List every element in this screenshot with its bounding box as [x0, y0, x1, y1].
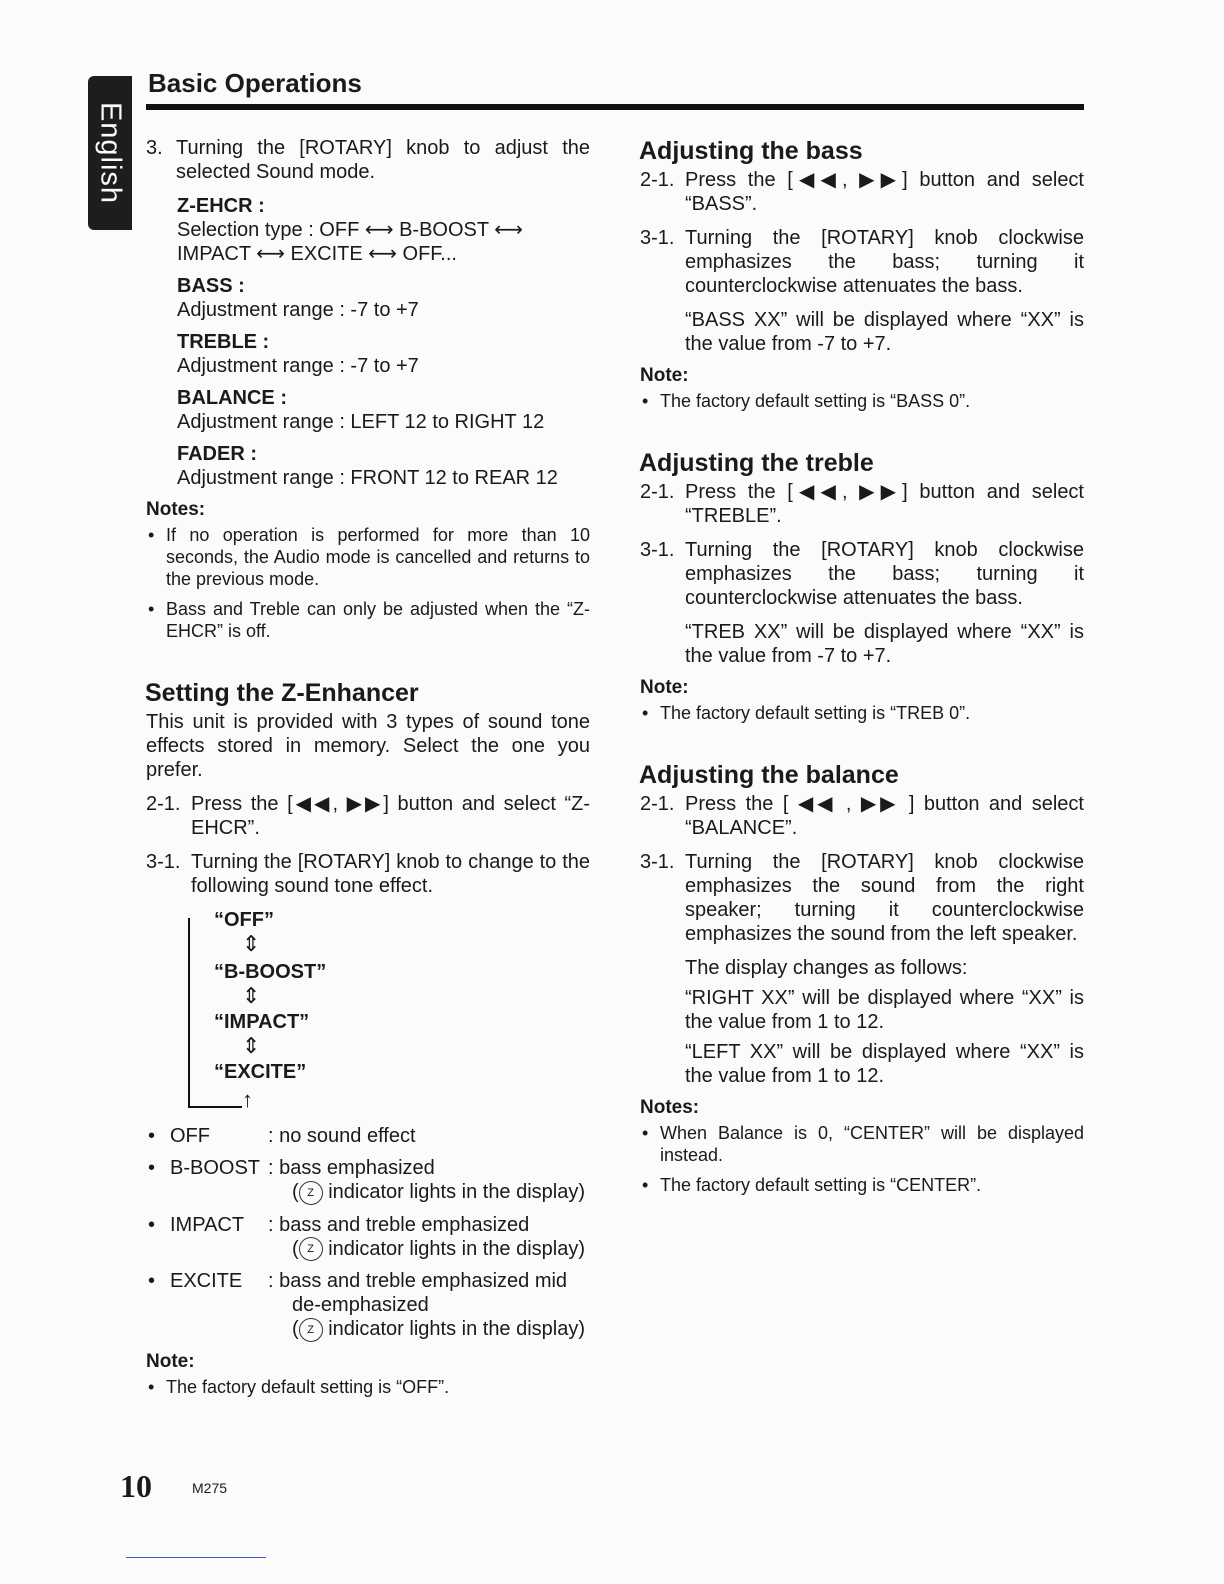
- bass-display-info: “BASS XX” will be displayed where “XX” is the value from -7 to +7.: [685, 309, 1084, 355]
- treble-display-info: “TREB XX” will be displayed where “XX” is the value from -7 to +7.: [685, 621, 1084, 667]
- step-number: 2-1.: [640, 169, 675, 191]
- note-heading: Note:: [640, 365, 689, 386]
- bass-step-1: [640, 168, 1084, 216]
- effect-key: B-BOOST: [170, 1157, 261, 1179]
- mode-range: Selection type : OFF ⟷ B-BOOST ⟷: [177, 219, 523, 241]
- bass-step-2: [640, 226, 1084, 298]
- effect-excite: • EXCITE : bass and treble emphasized mid de-emphasized ( Z indicator lights in the display): [146, 1269, 590, 1342]
- cycle-item: “OFF”: [214, 909, 274, 931]
- notes-heading: Notes:: [146, 499, 206, 520]
- zenhancer-title: Setting the Z-Enhancer: [145, 679, 419, 707]
- zenhancer-intro: This unit is provided with 3 types of sound tone effects stored in memory. Select the one you prefer.: [146, 711, 590, 781]
- effect-desc: : bass and treble emphasized: [268, 1213, 530, 1236]
- z-enhancer-indicator-icon: Z: [299, 1237, 323, 1261]
- step-text: Press the [◀◀, ▶▶] button and select “BASS”.: [685, 169, 1084, 215]
- note-item: • The factory default setting is “OFF”.: [146, 1376, 590, 1398]
- step-number: 3.: [146, 137, 163, 159]
- balance-step-2: [640, 850, 1084, 946]
- mode-range: Adjustment range : -7 to +7: [177, 355, 419, 377]
- effect-desc: : bass emphasized: [268, 1157, 435, 1179]
- page-number: 10: [120, 1468, 152, 1504]
- effect-desc: : no sound effect: [268, 1125, 416, 1147]
- mode-range-cont: IMPACT ⟷ EXCITE ⟷ OFF...: [177, 243, 457, 265]
- mode-list: [146, 194, 590, 490]
- effect-bboost: • B-BOOST : bass emphasized ( Z indicator lights in the display): [146, 1156, 590, 1205]
- effect-impact: • IMPACT : bass and treble emphasized ( Z indicator lights in the display): [146, 1213, 590, 1262]
- indicator-text: indicator lights in the display): [328, 1237, 586, 1260]
- step-text: Press the [◀◀, ▶▶] button and select “TREBLE”.: [685, 481, 1084, 527]
- mode-range: Adjustment range : -7 to +7: [177, 299, 419, 321]
- step-number: 2-1.: [146, 793, 181, 815]
- effect-off: [146, 1124, 590, 1148]
- note-item: • Bass and Treble can only be adjusted when the “Z-EHCR” is off.: [146, 598, 590, 642]
- step-text: Press the [ ◀◀ , ▶▶ ] button and select “BALANCE”.: [685, 793, 1084, 839]
- treble-step-2: [640, 538, 1084, 610]
- zenhancer-step-1: [146, 792, 590, 840]
- mode-item: [177, 386, 590, 434]
- bottom-rule: [126, 1557, 266, 1558]
- note-item: • The factory default setting is “TREB 0”.: [640, 702, 1084, 724]
- step-number: 3-1.: [640, 227, 675, 249]
- treble-title: Adjusting the treble: [639, 449, 874, 477]
- step-text: Turning the [ROTARY] knob to adjust the selected Sound mode.: [176, 137, 590, 183]
- note-heading: Note:: [640, 677, 689, 698]
- mode-item: [177, 274, 590, 322]
- step-text: Turning the [ROTARY] knob to change to the following sound tone effect.: [191, 851, 590, 897]
- effect-desc-cont: de-emphasized: [292, 1294, 429, 1317]
- balance-step-1: [640, 792, 1084, 840]
- step-3: [146, 136, 590, 184]
- indicator-text: indicator lights in the display): [328, 1181, 586, 1203]
- effect-key: EXCITE: [170, 1270, 243, 1293]
- up-arrow-icon: ↑: [242, 1087, 253, 1112]
- step-number: 3-1.: [640, 851, 675, 873]
- mode-range: Adjustment range : LEFT 12 to RIGHT 12: [177, 411, 545, 433]
- up-down-arrow-icon: ⇕: [242, 931, 261, 956]
- up-down-arrow-icon: ⇕: [242, 983, 261, 1008]
- balance-changes-text: The display changes as follows:: [685, 957, 968, 979]
- cycle-item: “EXCITE”: [214, 1061, 307, 1083]
- balance-title: Adjusting the balance: [639, 761, 899, 789]
- up-down-arrow-icon: ⇕: [242, 1033, 261, 1058]
- mode-range: Adjustment range : FRONT 12 to REAR 12: [177, 467, 558, 489]
- effect-key: IMPACT: [170, 1213, 245, 1236]
- effect-desc: : bass and treble emphasized mid: [268, 1270, 568, 1293]
- note-item: • The factory default setting is “BASS 0”.: [640, 390, 1084, 412]
- mode-item: [177, 442, 590, 490]
- mode-label: TREBLE :: [177, 331, 270, 353]
- effect-key: OFF: [170, 1125, 210, 1147]
- bass-title: Adjusting the bass: [639, 137, 863, 165]
- zenhancer-step-2: [146, 850, 590, 898]
- cycle-item: “B-BOOST”: [214, 961, 327, 983]
- note-heading: Note:: [146, 1351, 195, 1373]
- mode-item: [177, 330, 590, 378]
- step-number: 2-1.: [640, 481, 675, 503]
- step-text: Turning the [ROTARY] knob clockwise emphasizes the sound from the right speaker; turning it counterclockwise emphasizes the sound from the left speaker.: [685, 851, 1084, 945]
- step-number: 3-1.: [640, 539, 675, 561]
- note-item: • When Balance is 0, “CENTER” will be displayed instead.: [640, 1122, 1084, 1166]
- note-item: • The factory default setting is “CENTER”.: [640, 1174, 1084, 1196]
- step-text: Press the [◀◀, ▶▶] button and select “Z-EHCR”.: [191, 793, 590, 839]
- step-text: Turning the [ROTARY] knob clockwise emphasizes the bass; turning it counterclockwise attenuates the bass.: [685, 227, 1084, 297]
- right-column: [640, 136, 1084, 1204]
- language-tab-label: English: [94, 101, 127, 205]
- left-column: [146, 136, 590, 1406]
- treble-step-1: [640, 480, 1084, 528]
- step-number: 3-1.: [146, 851, 181, 873]
- indicator-text: indicator lights in the display): [328, 1318, 586, 1341]
- balance-left-info: “LEFT XX” will be displayed where “XX” is the value from 1 to 12.: [685, 1041, 1084, 1087]
- mode-label: BALANCE :: [177, 387, 287, 409]
- mode-label: BASS :: [177, 275, 245, 297]
- section-header: Basic Operations: [148, 68, 362, 98]
- step-number: 2-1.: [640, 793, 675, 815]
- z-enhancer-indicator-icon: Z: [299, 1318, 323, 1342]
- header-rule: [146, 104, 1084, 110]
- mode-label: FADER :: [177, 443, 257, 465]
- mode-label: Z-EHCR :: [177, 195, 265, 217]
- cycle-item: “IMPACT”: [214, 1011, 310, 1033]
- z-enhancer-indicator-icon: Z: [299, 1181, 323, 1205]
- mode-item: [177, 194, 590, 266]
- notes-heading: Notes:: [640, 1097, 700, 1118]
- effect-cycle-diagram: [146, 908, 590, 1114]
- note-item: • If no operation is performed for more than 10 seconds, the Audio mode is cancelled and returns to the previous mode.: [146, 524, 590, 590]
- balance-right-info: “RIGHT XX” will be displayed where “XX” is the value from 1 to 12.: [685, 987, 1084, 1033]
- step-text: Turning the [ROTARY] knob clockwise emphasizes the bass; turning it counterclockwise attenuates the bass.: [685, 539, 1084, 609]
- model-code: M275: [192, 1480, 228, 1496]
- language-tab: [88, 76, 132, 230]
